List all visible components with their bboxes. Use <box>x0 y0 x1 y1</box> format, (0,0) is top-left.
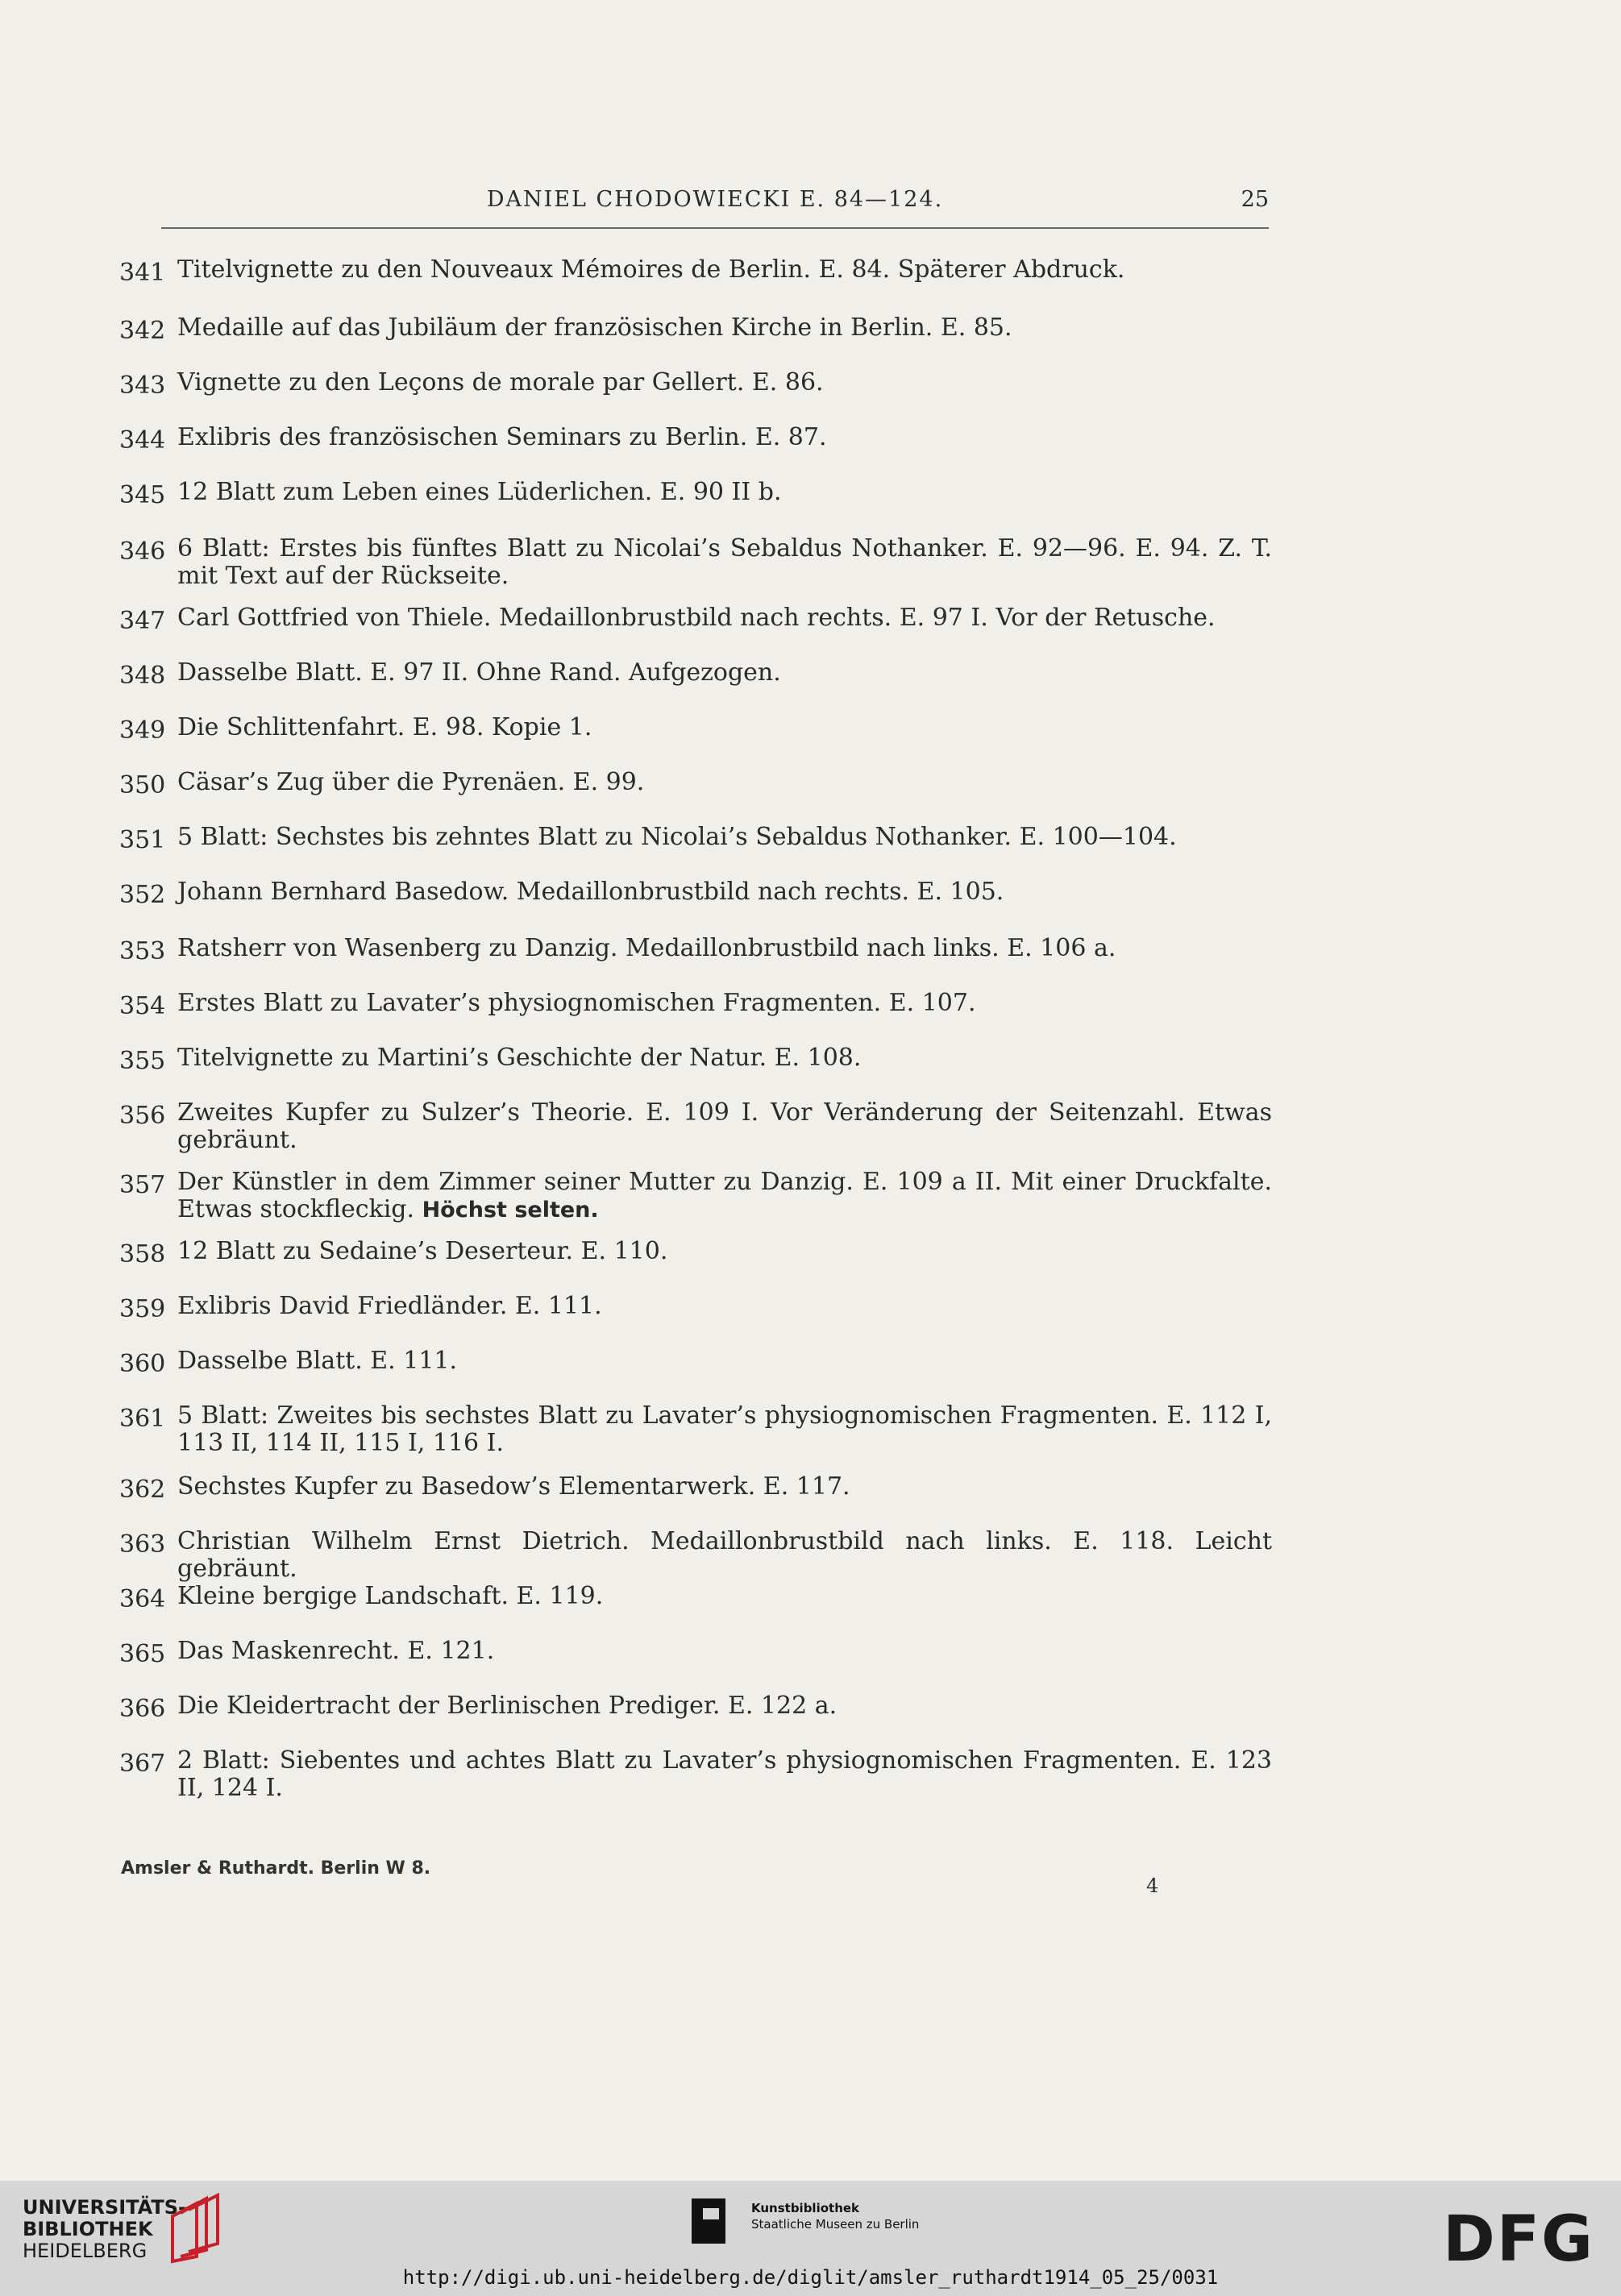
entry-description: Christian Wilhelm Ernst Dietrich. Medaillonbrustbild nach links. E. 118. Leicht gebräunt. <box>177 1527 1272 1583</box>
page-number: 25 <box>1241 187 1269 212</box>
entry-description: Titelvignette zu Martini’s Geschichte der Natur. E. 108. <box>177 1044 862 1072</box>
entry-description: Exlibris David Friedländer. E. 111. <box>177 1292 602 1320</box>
entry-description: 5 Blatt: Zweites bis sechstes Blatt zu Lavater’s physiognomischen Fragmenten. E. 112 I, 113 II, 114 II, 115 I, 116 I. <box>177 1401 1272 1457</box>
entry-number: 360 <box>119 1350 166 1378</box>
kb-line1: Kunstbibliothek <box>751 2201 860 2215</box>
entry-description: Johann Bernhard Basedow. Medaillonbrustbild nach rechts. E. 105. <box>177 878 1004 906</box>
entry-number: 350 <box>119 771 166 799</box>
entry-description: 12 Blatt zum Leben eines Lüderlichen. E. 90 II b. <box>177 478 782 506</box>
entry-description: Zweites Kupfer zu Sulzer’s Theorie. E. 109 I. Vor Veränderung der Seitenzahl. Etwas gebräunt. <box>177 1098 1272 1154</box>
entry-description: Ratsherr von Wasenberg zu Danzig. Medaillonbrustbild nach links. E. 106 a. <box>177 934 1116 962</box>
entry-description: Carl Gottfried von Thiele. Medaillonbrustbild nach rechts. E. 97 I. Vor der Retusche. <box>177 604 1216 632</box>
entry-rarity-note: Höchst selten. <box>422 1198 599 1223</box>
entry-description: Cäsar’s Zug über die Pyrenäen. E. 99. <box>177 768 645 796</box>
entry-number: 352 <box>119 881 166 909</box>
entry-number: 343 <box>119 372 166 400</box>
entry-number: 342 <box>119 317 166 345</box>
entry-number: 366 <box>119 1695 166 1723</box>
running-title: DANIEL CHODOWIECKI E. 84—124. <box>486 187 944 212</box>
entry-text <box>177 604 1272 632</box>
entry-description: 12 Blatt zu Sedaine’s Deserteur. E. 110. <box>177 1237 668 1265</box>
entry-description: 5 Blatt: Sechstes bis zehntes Blatt zu Nicolai’s Sebaldus Nothanker. E. 100—104. <box>177 823 1177 851</box>
entry-number: 357 <box>119 1171 166 1199</box>
entry-number: 347 <box>119 607 166 635</box>
publisher-imprint: Amsler & Ruthardt. Berlin W 8. <box>121 1858 431 1879</box>
entry-description: Die Schlittenfahrt. E. 98. Kopie 1. <box>177 713 592 741</box>
ub-heidelberg-logo[interactable] <box>23 2197 186 2262</box>
entry-number: 362 <box>119 1476 166 1504</box>
kunstbibliothek-logo-icon <box>692 2198 740 2244</box>
running-head <box>161 187 1269 229</box>
kunstbibliothek-label <box>751 2200 919 2232</box>
entry-text <box>177 256 1272 284</box>
entry-number: 349 <box>119 716 166 745</box>
ub-logo-line3: HEIDELBERG <box>23 2240 148 2262</box>
entry-description: Das Maskenrecht. E. 121. <box>177 1637 495 1665</box>
entry-number: 355 <box>119 1047 166 1075</box>
entry-description: Dasselbe Blatt. E. 97 II. Ohne Rand. Aufgezogen. <box>177 658 781 687</box>
entry-text <box>177 1638 1272 1665</box>
kb-line2: Staatliche Museen zu Berlin <box>751 2217 920 2232</box>
entry-text <box>177 1583 1272 1610</box>
ub-logo-line1: UNIVERSITÄTS- <box>23 2196 187 2219</box>
entry-number: 365 <box>119 1640 166 1668</box>
entry-description: Kleine bergige Landschaft. E. 119. <box>177 1582 604 1610</box>
entry-number: 353 <box>119 937 166 965</box>
entry-text <box>177 990 1272 1017</box>
entry-description: Erstes Blatt zu Lavater’s physiognomischen Fragmenten. E. 107. <box>177 989 976 1017</box>
entry-description: Exlibris des französischen Seminars zu Berlin. E. 87. <box>177 423 827 451</box>
entry-text <box>177 1402 1272 1457</box>
permalink-url[interactable]: http://digi.ub.uni-heidelberg.de/diglit/amsler_ruthardt1914_05_25/0031 <box>402 2266 1219 2289</box>
ub-logo-line2: BIBLIOTHEK <box>23 2218 153 2240</box>
entry-description: Dasselbe Blatt. E. 111. <box>177 1347 458 1375</box>
entry-description: Der Künstler in dem Zimmer seiner Mutter zu Danzig. E. 109 a II. Mit einer Druckfalte. Etwas stockfleckig. <box>177 1168 1272 1223</box>
entry-text <box>177 1238 1272 1265</box>
entry-text <box>177 1044 1272 1072</box>
entry-number: 351 <box>119 826 166 854</box>
entry-description: 6 Blatt: Erstes bis fünftes Blatt zu Nicolai’s Sebaldus Nothanker. E. 92—96. E. 94. Z. T. mit Text auf der Rückseite. <box>177 534 1272 590</box>
entry-number: 354 <box>119 992 166 1020</box>
dfg-logo[interactable]: DFG <box>1443 2203 1595 2276</box>
entry-number: 367 <box>119 1750 166 1778</box>
entry-number: 363 <box>119 1530 166 1559</box>
entry-description: Vignette zu den Leçons de morale par Gellert. E. 86. <box>177 368 824 397</box>
entry-description: Medaille auf das Jubiläum der französischen Kirche in Berlin. E. 85. <box>177 313 1012 342</box>
entry-number: 361 <box>119 1405 166 1433</box>
entry-description: Sechstes Kupfer zu Basedow’s Elementarwerk. E. 117. <box>177 1472 850 1501</box>
entry-number: 359 <box>119 1295 166 1323</box>
entry-text <box>177 1099 1272 1154</box>
entry-description: 2 Blatt: Siebentes und achtes Blatt zu Lavater’s physiognomischen Fragmenten. E. 123 II, 124 I. <box>177 1746 1272 1802</box>
entry-text <box>177 1692 1272 1720</box>
entry-description: Die Kleidertracht der Berlinischen Prediger. E. 122 a. <box>177 1692 838 1720</box>
entry-number: 346 <box>119 538 166 566</box>
entry-number: 358 <box>119 1240 166 1268</box>
entry-text <box>177 1528 1272 1583</box>
entry-text <box>177 824 1272 851</box>
entry-text <box>177 935 1272 962</box>
entry-text <box>177 424 1272 451</box>
entry-text <box>177 659 1272 687</box>
entry-text <box>177 314 1272 342</box>
ub-emblem-icon <box>164 2192 227 2265</box>
entry-text <box>177 535 1272 590</box>
entry-text <box>177 1747 1272 1802</box>
entry-number: 345 <box>119 481 166 509</box>
entry-text <box>177 1347 1272 1375</box>
entry-number: 344 <box>119 426 166 455</box>
entry-text <box>177 714 1272 741</box>
entry-description: Titelvignette zu den Nouveaux Mémoires de Berlin. E. 84. Späterer Abdruck. <box>177 255 1125 284</box>
signature-mark: 4 <box>1146 1875 1159 1897</box>
entry-text <box>177 1293 1272 1320</box>
entry-text <box>177 769 1272 796</box>
entry-number: 341 <box>119 259 166 287</box>
entry-number: 364 <box>119 1585 166 1613</box>
entry-number: 348 <box>119 662 166 690</box>
entry-text <box>177 369 1272 397</box>
entry-text <box>177 1473 1272 1501</box>
entry-number: 356 <box>119 1102 166 1130</box>
entry-text <box>177 1169 1272 1224</box>
entry-text <box>177 878 1272 906</box>
entry-text <box>177 479 1272 506</box>
